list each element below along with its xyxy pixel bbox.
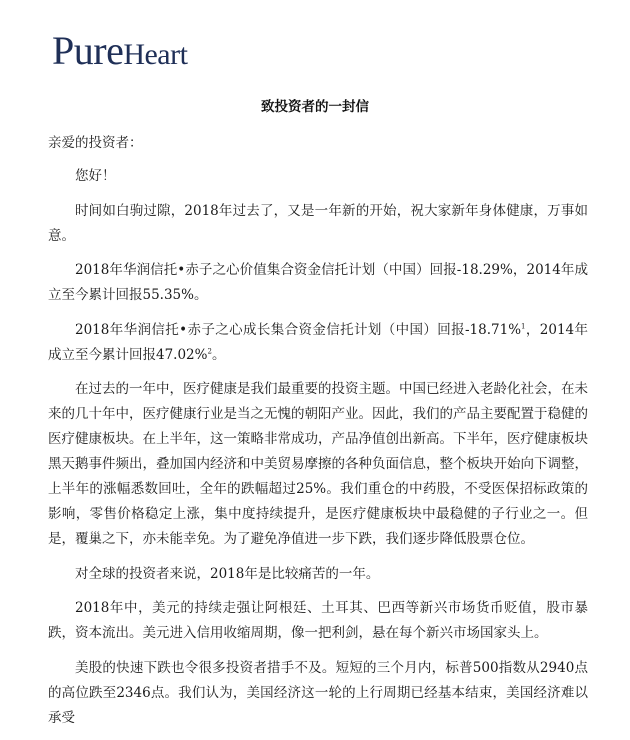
paragraph-value-fund-return: 2018年华润信托•赤子之心价值集合资金信托计划（中国）回报-18.29%，2014年成立至今累计回报55.35%。 (48, 262, 588, 303)
letter-body (48, 131, 588, 740)
paragraph-healthcare-theme: 在过去的一年中，医疗健康是我们最重要的投资主题。中国已经进入老龄化社会，在未来的几十年中，医疗健康行业是当之无愧的朝阳产业。因此，我们的产品主要配置于稳健的医疗健康板块。在上半年，这一策略非常成功，产品净值创出新高。下半年，医疗健康板块黑天鹅事件频出，叠加国内经济和中美贸易摩擦的各种负面信息，整个板块开始向下调整，上半年的涨幅悉数回吐，全年的跌幅超过25%。我们重仓的中药股，不受医保招标政策的影响，零售价格稳定上涨，集中度持续提升，是医疗健康板块中最稳健的子行业之一。但是，覆巢之下，亦未能幸免。为了避免净值进一步下跌，我们逐步降低股票仓位。 (48, 381, 588, 547)
logo-text-pure: Pure (52, 28, 124, 73)
paragraph-new-year: 时间如白驹过隙，2018年过去了，又是一年新的开始，祝大家新年身体健康，万事如意。 (48, 202, 588, 244)
company-logo (52, 27, 187, 79)
logo-text-heart: Heart (123, 38, 188, 71)
paragraph-growth-fund-return (48, 318, 588, 368)
paragraph-global-investors: 对全球的投资者来说，2018年是比较痛苦的一年。 (75, 565, 380, 582)
letter-title: 致投资者的一封信 (261, 99, 369, 115)
footnote-marker-2: 2 (207, 347, 212, 355)
salutation: 亲爱的投资者： (48, 135, 143, 151)
paragraph-us-stocks: 美股的快速下跌也令很多投资者措手不及。短短的三个月内，标普500指数从2940点的高位跌至2346点。我们认为，美国经济这一轮的上行周期已经基本结束，美国经济难以承受 (48, 659, 588, 726)
paragraph-emerging-markets: 2018年中，美元的持续走强让阿根廷、土耳其、巴西等新兴市场货币贬值，股市暴跌，资本流出。美元进入信用收缩周期，像一把利剑，悬在每个新兴市场国家头上。 (48, 600, 588, 641)
footnote-marker-1: 1 (521, 322, 526, 330)
growth-fund-cumulative: ，2014年成立至今累计回报47.02% (48, 321, 589, 363)
growth-fund-text: 2018年华润信托•赤子之心成长集合资金信托计划（中国）回报-18.71% (75, 321, 522, 338)
greeting: 您好！ (75, 168, 116, 184)
growth-fund-end: 。 (211, 346, 226, 363)
